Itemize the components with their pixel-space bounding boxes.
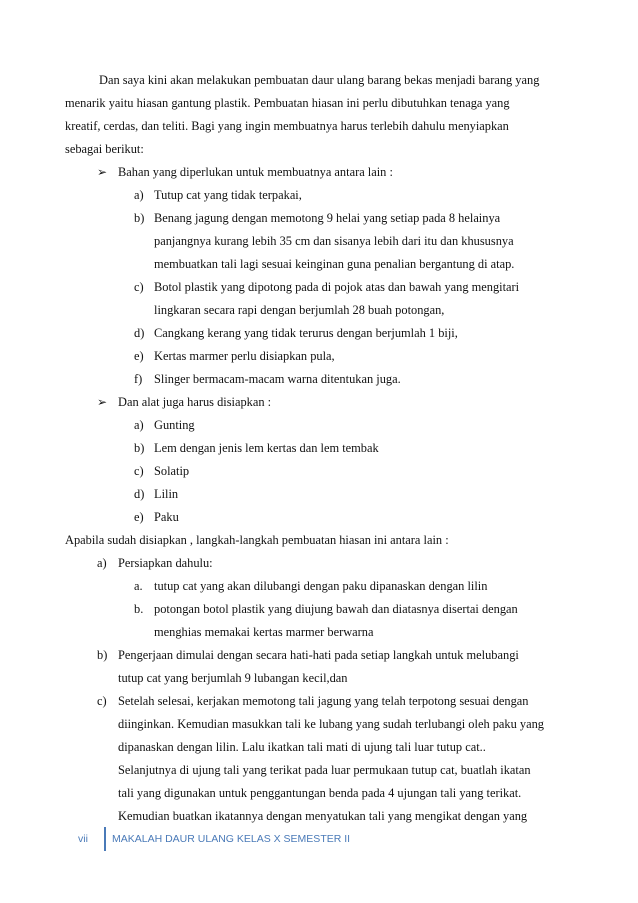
intro-line: kreatif, cerdas, dan teliti. Bagi yang ingin membuatnya harus terlebih dahulu menyiapkan: [65, 119, 509, 133]
list-item: Lem dengan jenis lem kertas dan lem tembak: [154, 441, 379, 455]
list-item: Gunting: [154, 418, 195, 432]
list-item: Slinger bermacam-macam warna ditentukan juga.: [154, 372, 401, 386]
arrow-bullet-icon: ➢: [97, 165, 108, 179]
list-marker: b): [134, 441, 145, 455]
sub-item: tutup cat yang akan dilubangi dengan paku dipanaskan dengan lilin: [154, 579, 488, 593]
step-text-continued: Kemudian buatkan ikatannya dengan menyatukan tali yang mengikat dengan yang: [118, 809, 528, 823]
footer-title: MAKALAH DAUR ULANG KELAS X SEMESTER II: [112, 833, 351, 845]
list-marker: a): [134, 418, 144, 432]
footer-divider: [104, 827, 106, 851]
intro-line: sebagai berikut:: [65, 142, 144, 156]
list-item: Benang jagung dengan memotong 9 helai yang setiap pada 8 helainya: [154, 211, 501, 225]
arrow-bullet-icon: ➢: [97, 395, 108, 409]
list-marker: c): [134, 280, 144, 294]
intro-line: menarik yaitu hiasan gantung plastik. Pembuatan hiasan ini perlu dibutuhkan tenaga yang: [65, 96, 510, 110]
list-item: Paku: [154, 510, 179, 524]
list-marker: e): [134, 349, 144, 363]
step-marker: c): [97, 694, 107, 708]
list-marker: e): [134, 510, 144, 524]
step-text-continued: diinginkan. Kemudian masukkan tali ke lubang yang sudah terlubangi oleh paku yang: [118, 717, 545, 731]
step-marker: b): [97, 648, 108, 662]
list-marker: c): [134, 464, 144, 478]
list-item: Solatip: [154, 464, 190, 478]
list-item: Lilin: [154, 487, 179, 501]
step-text: Setelah selesai, kerjakan memotong tali jagung yang telah terpotong sesuai dengan: [118, 694, 529, 708]
sub-marker: b.: [134, 602, 144, 616]
list-marker: a): [134, 188, 144, 202]
step-text: Persiapkan dahulu:: [118, 556, 213, 570]
tools-heading: Dan alat juga harus disiapkan :: [118, 395, 272, 409]
step-text: Pengerjaan dimulai dengan secara hati-hati pada setiap langkah untuk melubangi: [118, 648, 519, 662]
list-marker: b): [134, 211, 145, 225]
list-item-continued: membuatkan tali lagi sesuai keinginan guna penalian bergantung di atap.: [154, 257, 515, 271]
list-item-continued: lingkaran secara rapi dengan berjumlah 28 buah potongan,: [154, 303, 445, 317]
sub-item-continued: menghias memakai kertas marmer berwarna: [154, 625, 374, 639]
step-marker: a): [97, 556, 107, 570]
list-item: Kertas marmer perlu disiapkan pula,: [154, 349, 335, 363]
step-text-continued: tali yang digunakan untuk penggantungan benda pada 4 ujungan tali yang terikat.: [118, 786, 522, 800]
sub-item: potongan botol plastik yang diujung bawah dan diatasnya disertai dengan: [154, 602, 518, 616]
step-text-continued: Selanjutnya di ujung tali yang terikat pada luar permukaan tutup cat, buatlah ikatan: [118, 763, 531, 777]
list-item: Cangkang kerang yang tidak terurus dengan berjumlah 1 biji,: [154, 326, 458, 340]
page-number: vii: [78, 833, 88, 845]
step-text-continued: tutup cat yang berjumlah 9 lubangan kecil,dan: [118, 671, 348, 685]
list-item: Botol plastik yang dipotong pada di pojok atas dan bawah yang mengitari: [154, 280, 520, 294]
steps-intro: Apabila sudah disiapkan , langkah-langkah pembuatan hiasan ini antara lain :: [65, 533, 449, 547]
list-marker: f): [134, 372, 143, 386]
list-item: Tutup cat yang tidak terpakai,: [154, 188, 302, 202]
list-marker: d): [134, 487, 145, 501]
step-text-continued: dipanaskan dengan lilin. Lalu ikatkan tali mati di ujung tali luar tutup cat..: [118, 740, 486, 754]
page-footer: [78, 828, 350, 850]
materials-heading: Bahan yang diperlukan untuk membuatnya antara lain :: [118, 165, 393, 179]
list-item-continued: panjangnya kurang lebih 35 cm dan sisanya lebih dari itu dan khususnya: [154, 234, 514, 248]
list-marker: d): [134, 326, 145, 340]
sub-marker: a.: [134, 579, 143, 593]
intro-line: Dan saya kini akan melakukan pembuatan daur ulang barang bekas menjadi barang yang: [99, 73, 540, 87]
